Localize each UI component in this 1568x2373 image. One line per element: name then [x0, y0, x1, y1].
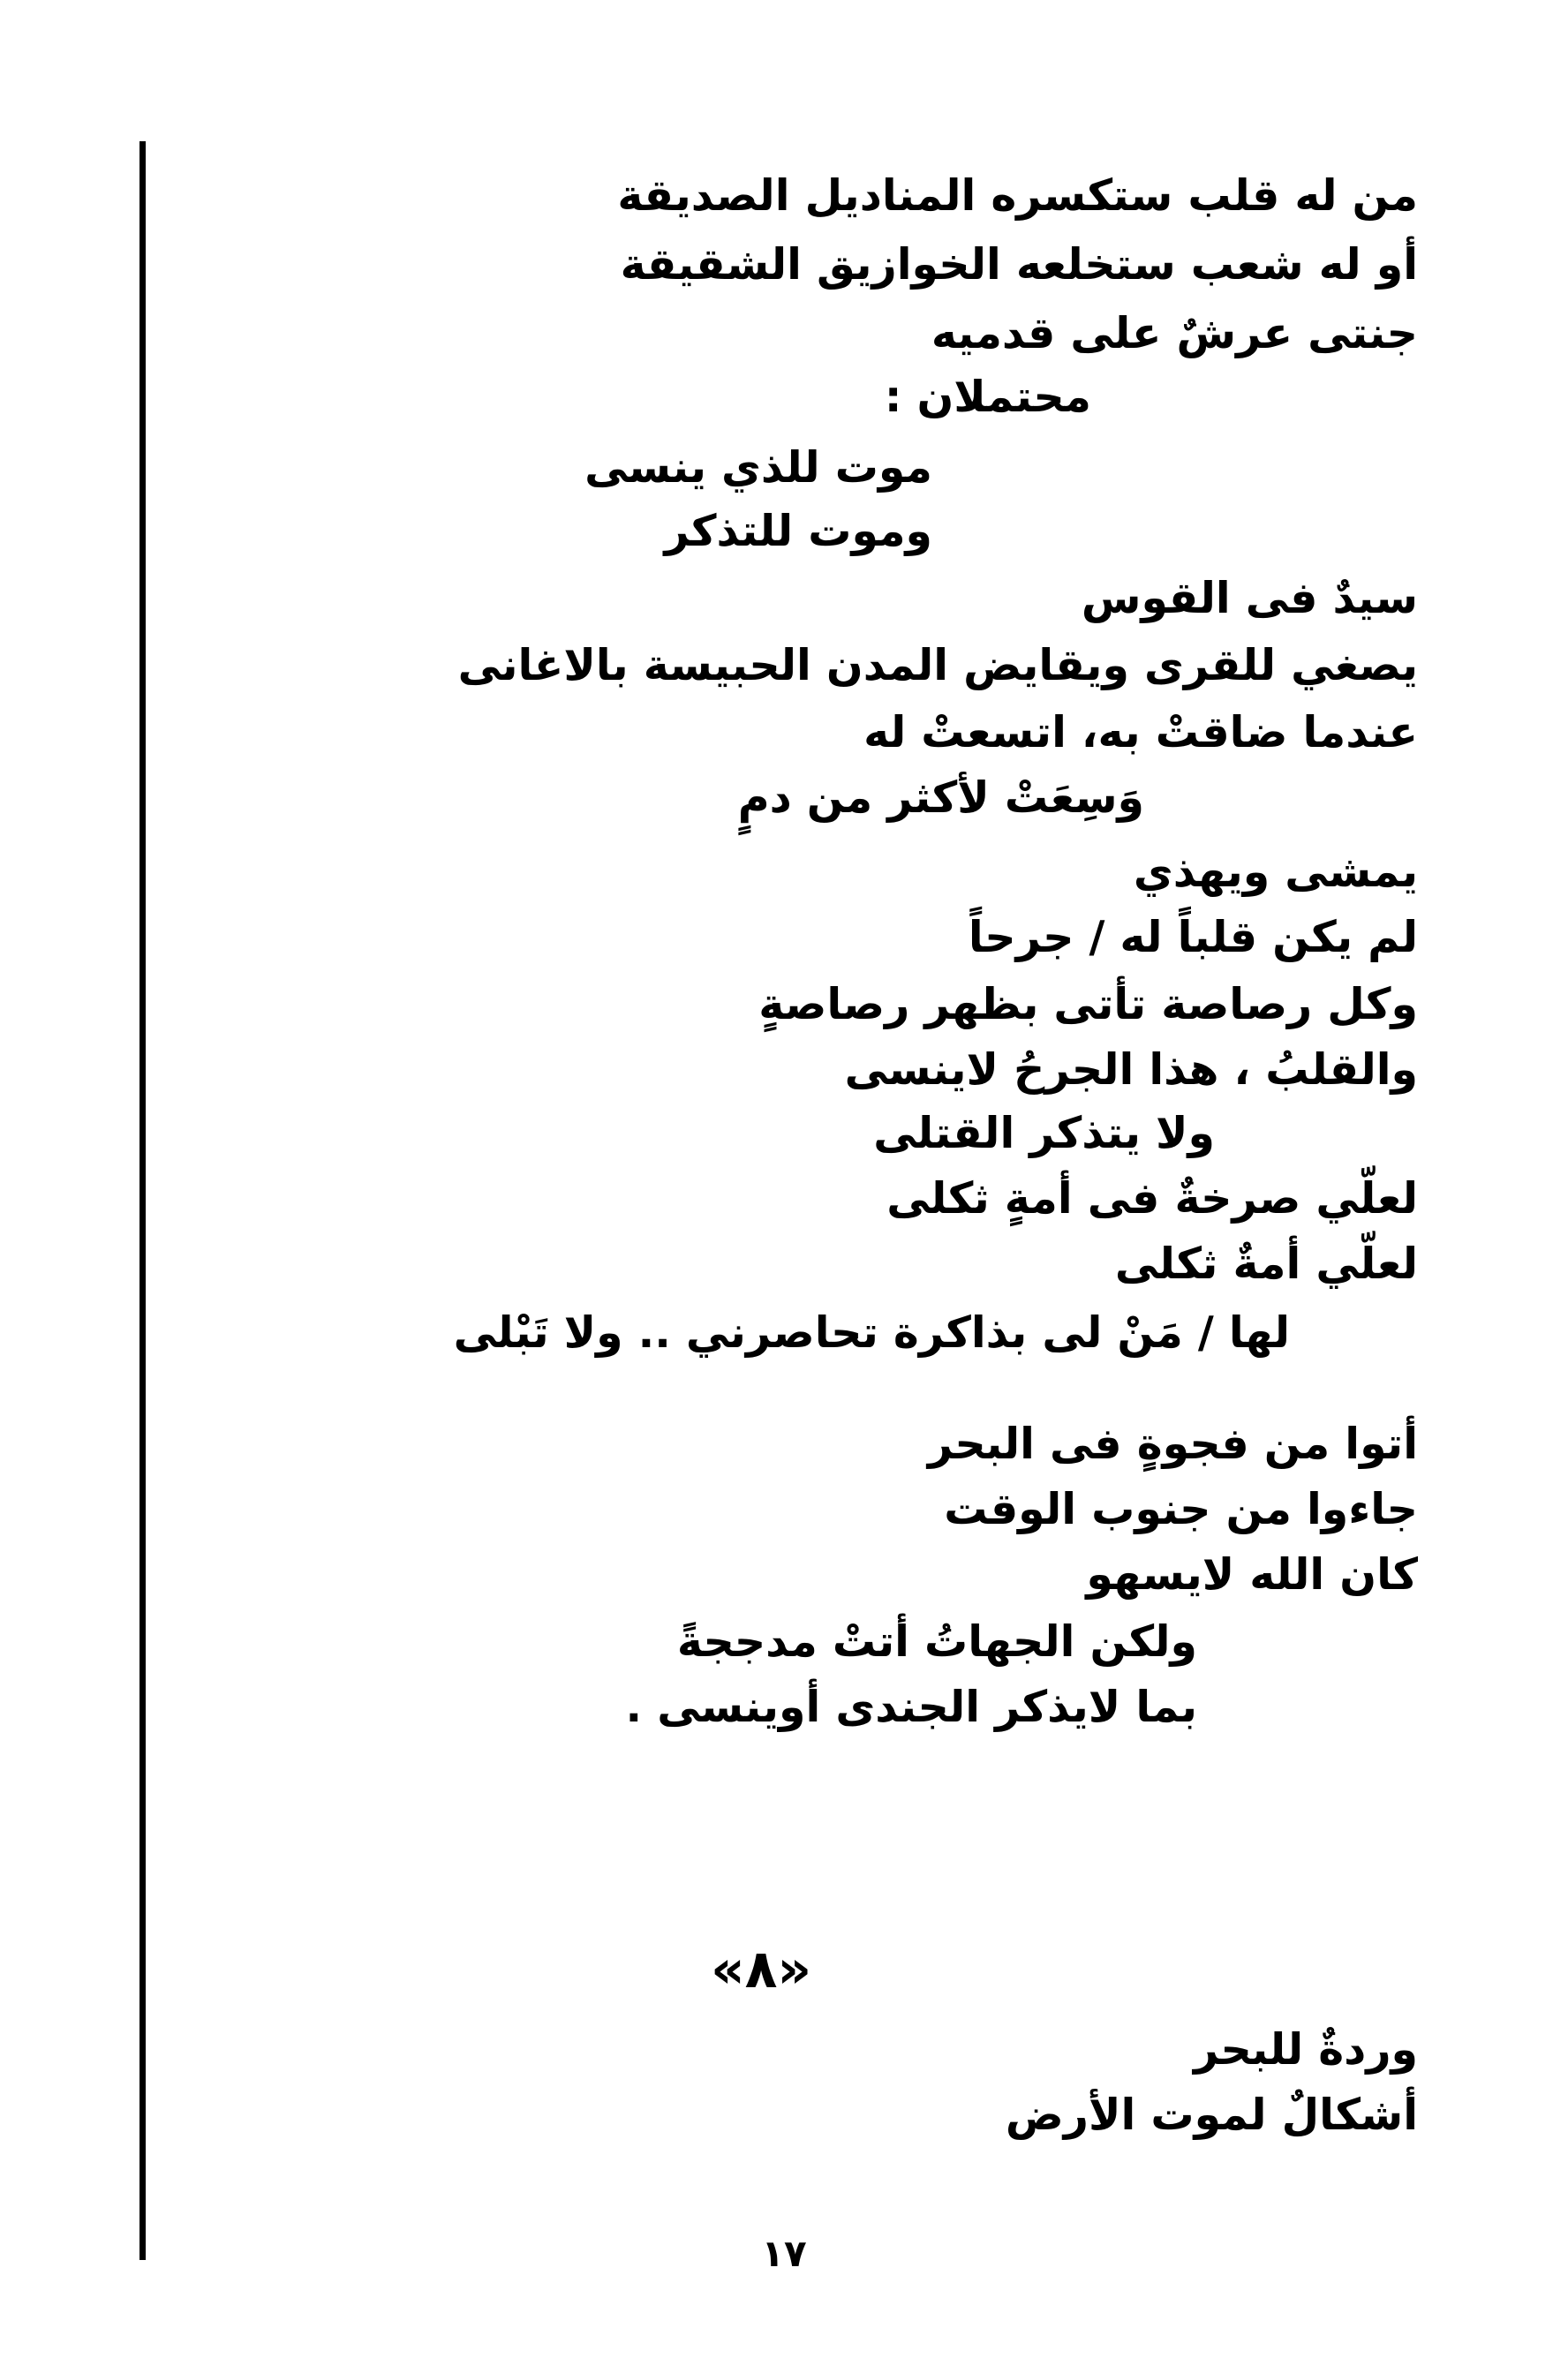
margin-rule — [139, 141, 146, 2260]
poem-line: لعلّي أمةٌ ثكلى — [1114, 1239, 1418, 1289]
poem-line: وكل رصاصة تأتى بظهر رصاصةٍ — [758, 979, 1418, 1029]
poem-line: وَسِعَتْ لأكثر من دمٍ — [737, 772, 1144, 823]
poem-line: يصغي للقرى ويقايض المدن الحبيسة بالاغانى — [457, 640, 1418, 690]
poem-line: ولكن الجهاتُ أتتْ مدججةً — [676, 1616, 1197, 1667]
poem-line: لم يكن قلباً له / جرحاً — [968, 912, 1418, 962]
poem-line: سيدٌ فى القوس — [1081, 573, 1418, 623]
poem-line: وردةٌ للبحر — [1194, 2024, 1418, 2075]
poem-line: موت للذي ينسى — [584, 442, 932, 493]
poem-line: أشكالٌ لموت الأرض — [1005, 2090, 1418, 2140]
poem-line: محتملان : — [884, 372, 1091, 422]
poem-line: يمشى ويهذي — [1133, 847, 1418, 897]
poem-line: ولا يتذكر القتلى — [873, 1108, 1215, 1158]
poem-line: جنتى عرشٌ على قدميه — [931, 308, 1418, 358]
poem-line: كان الله لايسهو — [1086, 1549, 1418, 1600]
poem-line: من له قلب ستكسره المناديل الصديقة — [617, 170, 1418, 221]
poem-line: وموت للتذكر — [664, 506, 932, 556]
page-number: ١٧ — [761, 2232, 807, 2275]
poem-line: أتوا من فجوةٍ فى البحر — [927, 1419, 1418, 1469]
poem-line: بما لايذكر الجندى أوينسى . — [625, 1682, 1197, 1732]
poem-line: لعلّي صرخةٌ فى أمةٍ ثكلى — [886, 1173, 1418, 1224]
poem-line: عندما ضاقتْ به، اتسعتْ له — [863, 707, 1418, 757]
poem-line: أو له شعب ستخلعه الخوازيق الشقيقة — [620, 239, 1418, 290]
section-number: «٨» — [711, 1939, 812, 2000]
poem-line: والقلبُ ، هذا الجرحُ لاينسى — [844, 1044, 1418, 1095]
poem-line: لها / مَنْ لى بذاكرة تحاصرني .. ولا تَبْلى — [453, 1307, 1290, 1358]
poem-line: جاءوا من جنوب الوقت — [944, 1484, 1418, 1534]
